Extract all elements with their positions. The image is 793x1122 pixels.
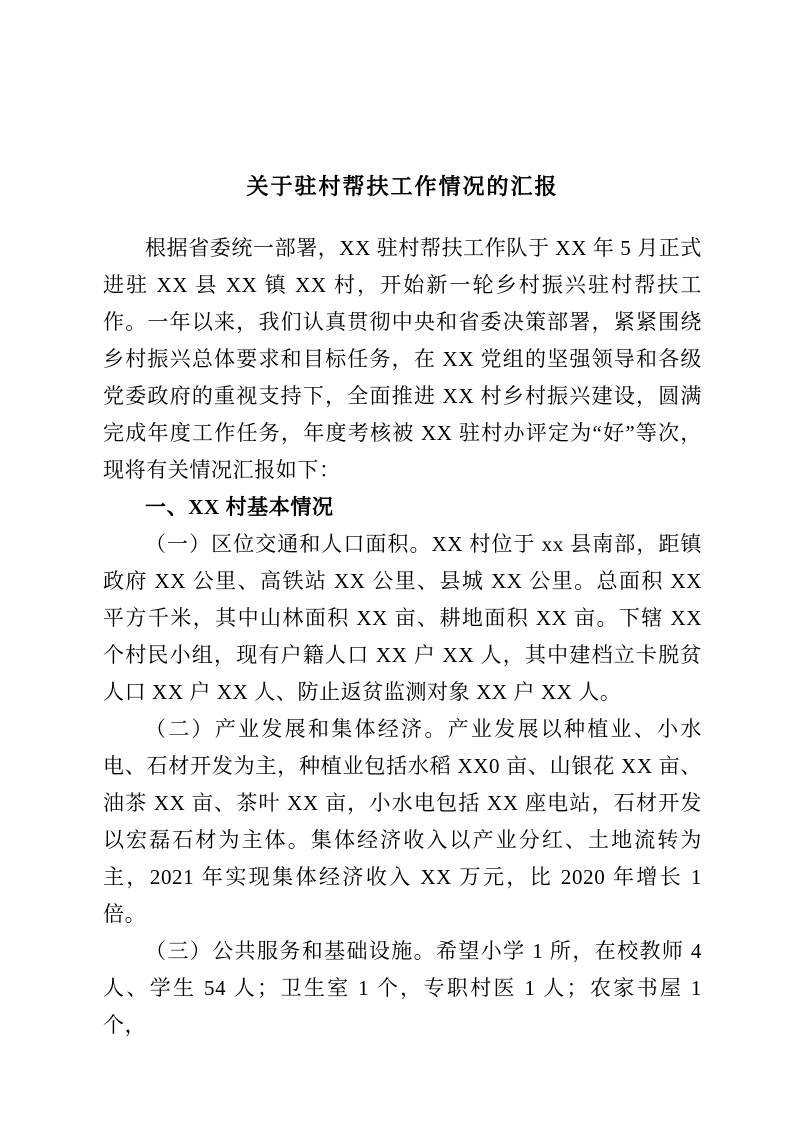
document-title: 关于驻村帮扶工作情况的汇报 xyxy=(246,174,559,199)
paragraph-industry-economy: （二）产业发展和集体经济。产业发展以种植业、小水电、石材开发为主，种植业包括水稻 XX0 亩、山银花 XX 亩、油茶 XX 亩、茶叶 XX 亩，小水电包括 XX 座电站，石材开发以宏磊石材为主体。集体经济收入以产业分红、土地流转为主，2021 年实现集体经济收入 XX 万元，比 2020 年增长 1 倍。 xyxy=(103,717,702,926)
intro-paragraph: 根据省委统一部署，XX 驻村帮扶工作队于 XX 年 5 月正式进驻 XX 县 XX 镇 XX 村，开始新一轮乡村振兴驻村帮扶工作。一年以来，我们认真贯彻中央和省委决策部署，紧紧围绕乡村振兴总体要求和目标任务，在 XX 党组的坚强领导和各级党委政府的重视支持下，全面推进 XX 村乡村振兴建设，圆满完成年度工作任务，年度考核被 XX 驻村办评定为“好”等次，现将有关情况汇报如下： xyxy=(103,236,703,482)
paragraph-location-population: （一）区位交通和人口面积。XX 村位于 xx 县南部，距镇政府 XX 公里、高铁站 XX 公里、县城 XX 公里。总面积 XX 平方千米，其中山林面积 XX 亩、耕地面积 XX 亩。下辖 XX 个村民小组，现有户籍人口 XX 户 XX 人，其中建档立卡脱贫人口 XX 户 XX 人、防止返贫监测对象 XX 户 XX 人。 xyxy=(103,532,702,704)
document-content xyxy=(103,170,702,1044)
paragraph-public-services: （三）公共服务和基础设施。希望小学 1 所，在校教师 4 人、学生 54 人；卫生室 1 个，专职村医 1 人；农家书屋 1 个， xyxy=(103,939,702,1037)
section-heading-basic-situation: 一、XX 村基本情况 xyxy=(145,495,334,519)
